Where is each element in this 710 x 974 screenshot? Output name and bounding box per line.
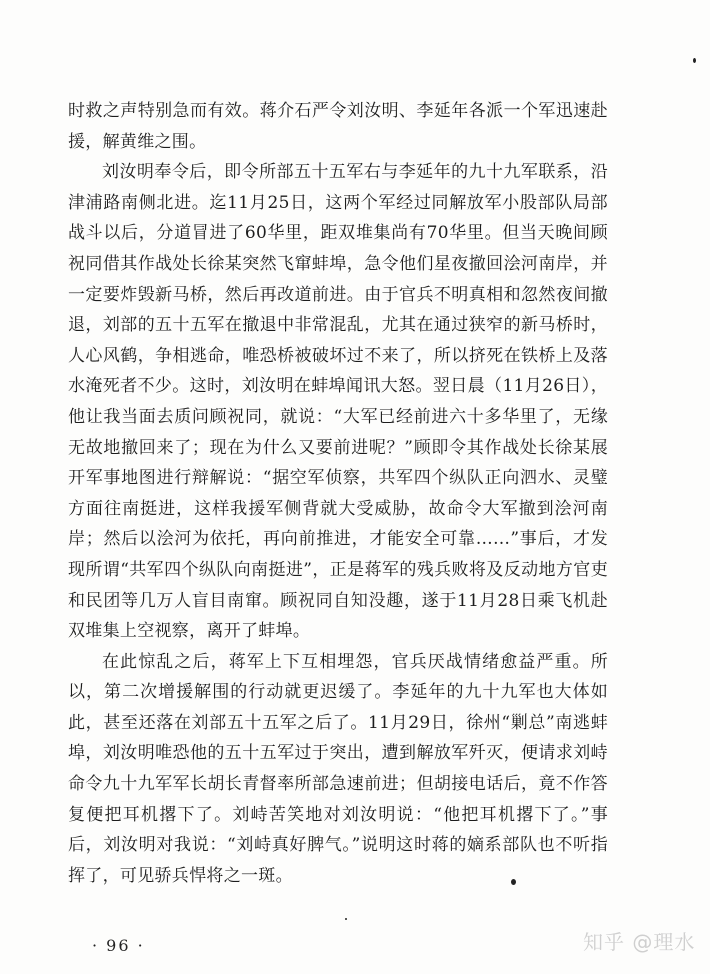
body-text: [68, 96, 608, 891]
scan-speck: [511, 879, 516, 885]
paragraph-2: 刘汝明奉令后，即令所部五十五军右与李延年的九十九军联系，沿津浦路南侧北进。迄11月25日，这两个军经过同解放军小股部队局部战斗以后，分道冒进了60华里，距双堆集尚有70华里。但当天晚间顾祝同借其作战处长徐某突然飞窜蚌埠，急令他们星夜撤回浍河南岸，并一定要炸毁新马桥，然后再改道前进。由于官兵不明真相和忽然夜间撤退，刘部的五十五军在撤退中非常混乱，尤其在通过狭窄的新马桥时，人心风鹤，争相逃命，唯恐桥被破坏过不来了，所以挤死在铁桥上及落水淹死者不少。这时，刘汝明在蚌埠闻讯大怒。翌日晨（11月26日），他让我当面去质问顾祝同，就说：“大军已经前进六十多华里了，无缘无故地撤回来了；现在为什么又要前进呢？”顾即令其作战处长徐某展开军事地图进行辩解说：“据空军侦察，共军四个纵队正向泗水、灵璧方面往南挺进，这样我援军侧背就大受威胁，故命令大军撤到浍河南岸；然后以浍河为依托，再向前推进，才能安全可靠……”事后，才发现所谓“共军四个纵队向南挺进”，正是蒋军的残兵败将及反动地方官吏和民团等几万人盲目南窜。顾祝同自知没趣，遂于11月28日乘飞机赴双堆集上空视察，离开了蚌埠。: [68, 162, 608, 642]
zhihu-watermark: 知乎 @理水: [583, 930, 696, 954]
paragraph-3: 在此惊乱之后，蒋军上下互相埋怨，官兵厌战情绪愈益严重。所以，第二次增援解围的行动就更迟缓了。李延年的九十九军也大体如此，甚至还落在刘部五十五军之后了。11月29日，徐州“剿总”南逃蚌埠，刘汝明唯恐他的五十五军过于突出，遭到解放军歼灭，便请求刘峙命令九十九军军长胡长青督率所部急速前进；但胡接电话后，竟不作答复便把耳机撂下了。刘峙苦笑地对刘汝明说：“他把耳机撂下了。”事后，刘汝明对我说：“刘峙真好脾气。”说明这时蒋的嫡系部队也不听指挥了，可见骄兵悍将之一斑。: [68, 651, 608, 886]
page-number: · 96 ·: [92, 936, 145, 955]
scan-speck: [693, 58, 696, 63]
paragraph-1: 时救之声特别急而有效。蒋介石严令刘汝明、李延年各派一个军迅速赴援，解黄维之围。: [68, 101, 608, 152]
scan-speck: [345, 918, 347, 920]
